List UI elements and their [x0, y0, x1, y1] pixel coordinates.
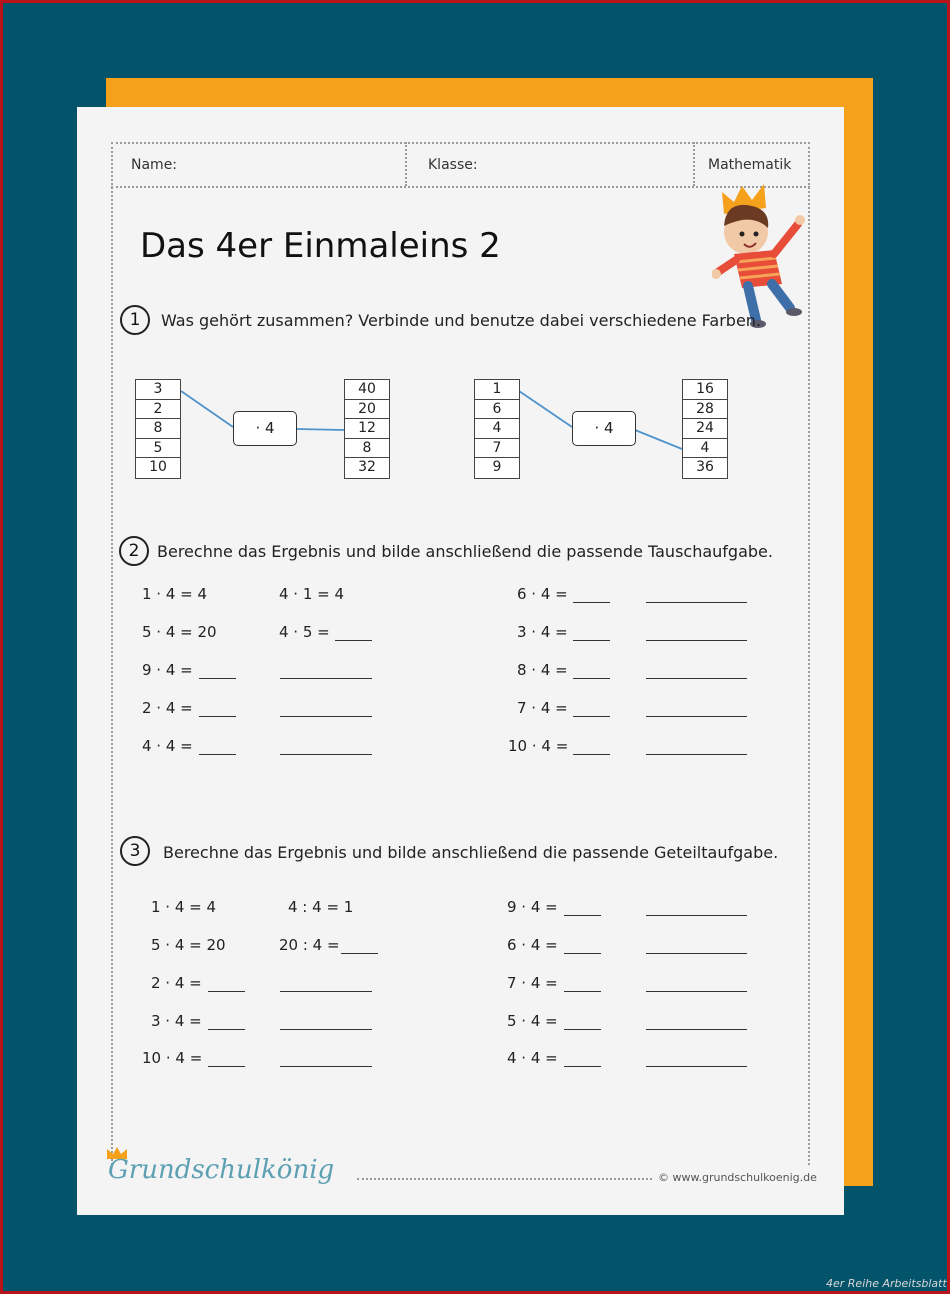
table-cell: 12 [345, 419, 389, 439]
division-task-blank[interactable] [280, 1029, 372, 1030]
exercise: 3 · 4 = [151, 1012, 202, 1030]
footer-dotted-line [357, 1178, 652, 1180]
table-cell: 6 [475, 400, 519, 420]
corner-caption: 4er Reihe Arbeitsblatt [826, 1277, 947, 1290]
footer-url: © www.grundschulkoenig.de [658, 1171, 817, 1184]
table-cell: 5 [136, 439, 180, 459]
exercise: 1 · 4 = 4 [151, 898, 217, 916]
operator-box-left: · 4 [233, 411, 297, 446]
division-task-blank[interactable] [280, 991, 372, 992]
exercise: 3 · 4 = [517, 623, 568, 641]
table-cell: 4 [683, 439, 727, 459]
answer-blank[interactable] [199, 716, 236, 717]
task-1-instruction: Was gehört zusammen? Verbinde und benutze dabei verschiedene Farben. [161, 311, 762, 330]
table-cell: 8 [136, 419, 180, 439]
task-2-number: 2 [119, 536, 149, 566]
table-cell: 8 [345, 439, 389, 459]
table-cell: 32 [358, 459, 376, 475]
answer-blank[interactable] [564, 915, 601, 916]
answer-blank[interactable] [564, 953, 601, 954]
exercise: 6 · 4 = [517, 585, 568, 603]
answer-blank[interactable] [573, 640, 610, 641]
swap-task-blank[interactable] [646, 678, 747, 679]
task-1-number: 1 [120, 305, 150, 335]
answer-blank[interactable] [573, 716, 610, 717]
division-exercise: 4 : 4 = 1 [288, 898, 354, 916]
table-cell: 3 [136, 380, 180, 400]
exercise: 2 · 4 = [151, 974, 202, 992]
division-task-blank[interactable] [646, 915, 747, 916]
table-cell: 36 [696, 459, 714, 475]
table-cell: 28 [683, 400, 727, 420]
class-label: Klasse: [428, 157, 478, 173]
exercise: 4 · 4 = [142, 737, 193, 755]
task-2-instruction: Berechne das Ergebnis und bilde anschließend die passende Tauschaufgabe. [157, 542, 773, 561]
swap-exercise: 4 · 5 = [279, 623, 330, 641]
exercise: 7 · 4 = [517, 699, 568, 717]
answer-blank[interactable] [573, 754, 610, 755]
table-cell: 7 [475, 439, 519, 459]
answer-blank[interactable] [573, 678, 610, 679]
exercise: 10 · 4 = [142, 1049, 203, 1067]
answer-blank[interactable] [564, 991, 601, 992]
division-task-blank[interactable] [280, 1066, 372, 1067]
input-table-left [135, 379, 181, 479]
answer-blank[interactable] [199, 754, 236, 755]
task-3-instruction: Berechne das Ergebnis und bilde anschließend die passende Geteiltaufgabe. [163, 843, 779, 862]
swap-task-blank[interactable] [280, 716, 372, 717]
connector-line [181, 391, 233, 427]
subject-label: Mathematik [708, 157, 792, 173]
answer-blank[interactable] [573, 602, 610, 603]
division-task-blank[interactable] [646, 1029, 747, 1030]
input-table-right [474, 379, 520, 479]
exercise: 7 · 4 = [507, 974, 558, 992]
exercise: 6 · 4 = [507, 936, 558, 954]
connector-line [296, 429, 345, 430]
division-exercise: 20 : 4 = [279, 936, 340, 954]
swap-task-blank[interactable] [280, 754, 372, 755]
answer-blank[interactable] [208, 1066, 245, 1067]
answer-blank[interactable] [564, 1029, 601, 1030]
answer-blank[interactable] [564, 1066, 601, 1067]
swap-task-blank[interactable] [646, 754, 747, 755]
exercise: 9 · 4 = [142, 661, 193, 679]
exercise: 8 · 4 = [517, 661, 568, 679]
table-cell: 9 [492, 459, 502, 475]
exercise: 1 · 4 = 4 [142, 585, 208, 603]
swap-exercise: 4 · 1 = 4 [279, 585, 345, 603]
task-3-number: 3 [120, 836, 150, 866]
swap-task-blank[interactable] [646, 602, 747, 603]
answer-blank[interactable] [335, 640, 372, 641]
division-task-blank[interactable] [646, 1066, 747, 1067]
exercise: 2 · 4 = [142, 699, 193, 717]
answer-blank[interactable] [199, 678, 236, 679]
table-cell: 20 [345, 400, 389, 420]
table-cell: 40 [345, 380, 389, 400]
exercise: 5 · 4 = 20 [151, 936, 226, 954]
table-cell: 4 [475, 419, 519, 439]
connector-line [635, 430, 682, 449]
exercise: 5 · 4 = 20 [142, 623, 217, 641]
output-table-right [682, 379, 728, 479]
answer-blank[interactable] [208, 1029, 245, 1030]
swap-task-blank[interactable] [280, 678, 372, 679]
answer-blank[interactable] [341, 953, 378, 954]
swap-task-blank[interactable] [646, 640, 747, 641]
page-title: Das 4er Einmaleins 2 [140, 226, 501, 266]
table-cell: 24 [683, 419, 727, 439]
exercise: 5 · 4 = [507, 1012, 558, 1030]
table-cell: 1 [475, 380, 519, 400]
answer-blank[interactable] [208, 991, 245, 992]
table-cell: 16 [683, 380, 727, 400]
table-cell: 10 [149, 459, 167, 475]
table-cell: 2 [136, 400, 180, 420]
division-task-blank[interactable] [646, 953, 747, 954]
exercise: 9 · 4 = [507, 898, 558, 916]
output-table-left [344, 379, 390, 479]
brand-logo: Grundschulkönig [108, 1155, 335, 1185]
operator-box-right: · 4 [572, 411, 636, 446]
swap-task-blank[interactable] [646, 716, 747, 717]
exercise: 10 · 4 = [508, 737, 569, 755]
connector-line [519, 391, 572, 427]
exercise: 4 · 4 = [507, 1049, 558, 1067]
division-task-blank[interactable] [646, 991, 747, 992]
name-label: Name: [131, 157, 178, 173]
